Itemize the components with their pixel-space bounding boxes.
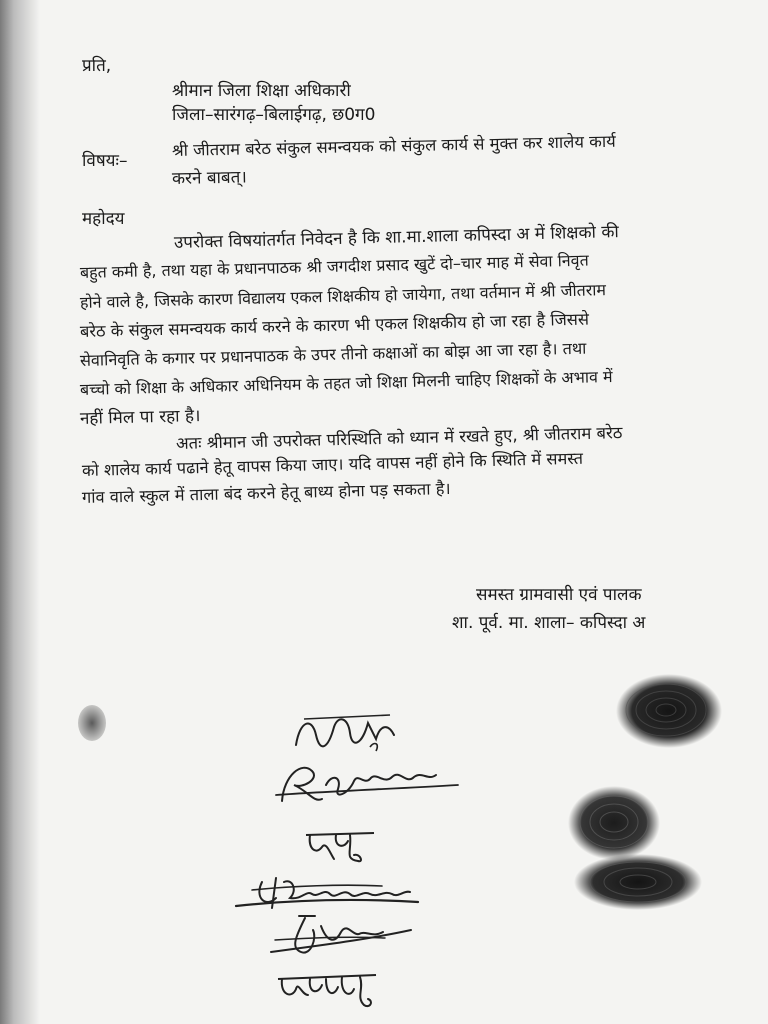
scan-smudge (78, 705, 106, 741)
recipient-line-2: जिला–सारंगढ़–बिलाईगढ़, छ0ग0 (172, 105, 376, 125)
salutation-to: प्रति, (82, 56, 112, 76)
body-line: उपरोक्त विषयांतर्गत निवेदन है कि शा.मा.शाला कपिस्दा अ में शिक्षको की (173, 222, 620, 253)
body-line: सेवानिवृति के कगार पर प्रधानपाठक के उपर तीनो कक्षाओं का बोझ आ जा रहा है। तथा (79, 338, 587, 370)
body-line: होने वाले है, जिसके कारण विद्यालय एकल शिक्षकीय हो जायेगा, तथा वर्तमान में श्री जीतराम (79, 280, 607, 312)
greeting: महोदय (82, 209, 125, 229)
body-line: अतः श्रीमान जी उपरोक्त परिस्थिति को ध्यान में रखते हुए, श्री जीतराम बरेठ (175, 423, 623, 453)
body-line: नहीं मिल पा रहा है। (79, 406, 201, 429)
signature-1 (290, 705, 400, 755)
recipient-line-1: श्रीमान जिला शिक्षा अधिकारी (172, 81, 351, 101)
body-line: बच्चो को शिक्षा के अधिकार अधिनियम के तहत जो शिक्षा मिलनी चाहिए शिक्षकों के अभाव में (79, 366, 613, 399)
subject-label: विषयः– (82, 151, 128, 171)
body-line: को शालेय कार्य पढाने हेतू वापस किया जाए। यदि वापस नहीं होने कि स्थिति में समस्त (81, 448, 584, 480)
body-line: गांव वाले स्कुल में ताला बंद करने हेतू बाध्य होना पड़ सकता है। (81, 478, 451, 507)
subject-line-2: करने बाबत्। (171, 167, 248, 189)
subject-line-1: श्री जीतराम बरेठ संकुल समन्वयक को संकुल कार्य से मुक्त कर शालेय कार्य (171, 131, 616, 160)
signature-2 (272, 755, 462, 815)
thumb-impression-3 (568, 852, 704, 912)
signoff-line-1: समस्त ग्रामवासी एवं पालक (476, 585, 642, 605)
thumb-impression-2 (566, 784, 662, 862)
thumb-impression-1 (614, 672, 724, 750)
signature-6 (272, 965, 382, 1015)
body-line: बरेठ के संकुल समन्वयक कार्य करने के कारण भी एकल शिक्षकीय हो जा रहा है जिससे (79, 309, 590, 341)
signature-5 (265, 908, 415, 963)
signature-3 (300, 825, 380, 870)
scan-edge-shadow (0, 0, 40, 1024)
signoff-line-2: शा. पूर्व. मा. शाला– कपिस्दा अ (452, 613, 646, 633)
body-line: बहुत कमी है, तथा यहा के प्रधानपाठक श्री जगदीश प्रसाद खुटें दो–चार माह में सेवा निवृत (79, 250, 589, 282)
